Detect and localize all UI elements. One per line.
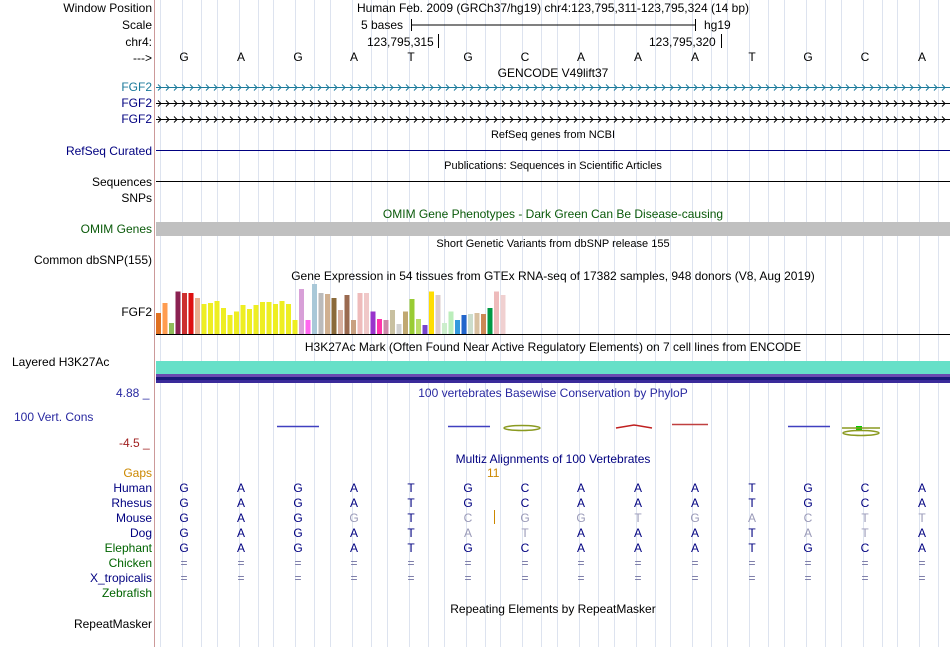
label-divider (154, 0, 155, 647)
gtex-tissue-bar[interactable] (442, 323, 447, 334)
alignment-base: = (691, 556, 699, 570)
coord-tick-1-mark (438, 34, 439, 48)
alignment-base: C (803, 511, 813, 525)
alignment-base: = (861, 556, 869, 570)
alignment-base: = (521, 556, 529, 570)
alignment-base: T (407, 541, 415, 555)
gtex-tissue-bar[interactable] (488, 308, 493, 334)
base-letter: G (803, 50, 813, 64)
multiz-title[interactable]: Multiz Alignments of 100 Vertebrates (455, 452, 651, 466)
gtex-tissue-bar[interactable] (163, 303, 168, 334)
gtex-baseline (156, 334, 950, 335)
alignment-base: C (860, 541, 870, 555)
mouse-gap-marker (494, 510, 495, 524)
base-letter: A (633, 50, 642, 64)
alignment-base: G (576, 511, 586, 525)
gene-strand-2[interactable] (156, 101, 950, 107)
gtex-tissue-bar[interactable] (481, 314, 486, 334)
gene-strand-1[interactable] (156, 85, 950, 91)
alignment-base: A (747, 511, 756, 525)
gtex-tissue-bar[interactable] (202, 304, 207, 334)
alignment-base: G (293, 481, 303, 495)
alignment-base: A (349, 496, 358, 510)
gtex-tissue-bar[interactable] (455, 320, 460, 334)
gencode-gene-1-label[interactable]: FGF2 (121, 80, 152, 94)
gtex-tissue-bar[interactable] (462, 315, 467, 334)
alignment-base: = (237, 571, 245, 585)
alignment-base: = (180, 556, 188, 570)
omim-title[interactable]: OMIM Gene Phenotypes - Dark Green Can Be Disease-causing (382, 207, 724, 221)
cons-min-label: -4.5 _ (119, 436, 150, 450)
alignment-base: C (520, 496, 530, 510)
alignment-base: G (293, 511, 303, 525)
alignment-base: G (293, 541, 303, 555)
gtex-tissue-bar[interactable] (332, 298, 337, 334)
base-letter: A (690, 50, 699, 64)
alignment-base: A (349, 541, 358, 555)
gtex-tissue-bar[interactable] (403, 312, 408, 335)
alignment-base: = (180, 571, 188, 585)
alignment-base: T (748, 481, 756, 495)
alignment-base: T (634, 511, 642, 525)
alignment-base: = (691, 571, 699, 585)
alignment-base: A (633, 541, 642, 555)
gap-count: 11 (487, 466, 500, 480)
alignment-base: A (917, 526, 926, 540)
alignment-base: A (690, 496, 699, 510)
pubs-title[interactable]: Publications: Sequences in Scientific Articles (444, 160, 662, 172)
alignment-base: = (464, 571, 472, 585)
alignment-base: = (350, 556, 358, 570)
gencode-gene-lines[interactable] (156, 80, 950, 128)
alignment-base: T (748, 496, 756, 510)
alignment-base: G (179, 511, 189, 525)
dbsnp-title[interactable]: Short Genetic Variants from dbSNP release 155 (436, 238, 670, 250)
scale-text: 5 bases (361, 18, 404, 32)
gtex-tissue-bar[interactable] (182, 293, 187, 334)
refseq-curated-label[interactable]: RefSeq Curated (65, 144, 152, 158)
species-label-dog[interactable]: Dog (129, 526, 152, 540)
alignment-base: = (804, 556, 812, 570)
gtex-tissue-bar[interactable] (449, 312, 454, 335)
alignment-base: T (407, 496, 415, 510)
alignment-base: A (576, 541, 585, 555)
alignment-base: A (349, 526, 358, 540)
gtex-tissue-bar[interactable] (436, 295, 441, 334)
gtex-tissue-bar[interactable] (410, 299, 415, 334)
alignment-base: G (520, 511, 530, 525)
gtex-tissue-bar[interactable] (397, 324, 402, 334)
cons-title[interactable]: 100 vertebrates Basewise Conservation by PhyloP (418, 386, 688, 400)
alignment-base: = (350, 571, 358, 585)
alignment-base: A (917, 481, 926, 495)
refseq-title[interactable]: RefSeq genes from NCBI (490, 129, 616, 141)
h3k27ac-layer-3 (156, 380, 950, 383)
alignment-base: = (577, 556, 585, 570)
alignment-base: G (179, 526, 189, 540)
gtex-gene-label[interactable]: FGF2 (121, 305, 152, 319)
window-position-label: Window Position (63, 1, 152, 15)
alignment-base: = (918, 556, 926, 570)
alignment-base: A (633, 526, 642, 540)
gtex-title[interactable]: Gene Expression in 54 tissues from GTEx RNA-seq of 17382 samples, 948 donors (V8, Aug 2019) (291, 269, 815, 283)
gtex-tissue-bar[interactable] (416, 319, 421, 334)
alignment-base: A (690, 481, 699, 495)
h3k27ac-title[interactable]: H3K27Ac Mark (Often Found Near Active Regulatory Elements) on 7 cell lines from ENCODE (304, 340, 802, 354)
alignment-base: = (407, 556, 415, 570)
gtex-tissue-bar[interactable] (345, 295, 350, 334)
gtex-tissue-bar[interactable] (338, 310, 343, 334)
gtex-tissue-bar[interactable] (377, 319, 382, 334)
scale-bar (411, 18, 697, 32)
gtex-tissue-bar[interactable] (351, 320, 356, 334)
gencode-title[interactable]: GENCODE V49lift37 (497, 66, 609, 80)
alignment-base: A (236, 481, 245, 495)
gtex-tissue-bar[interactable] (293, 320, 298, 334)
alignment-base: = (577, 571, 585, 585)
gtex-tissue-bar[interactable] (169, 323, 174, 334)
alignment-base: A (349, 481, 358, 495)
base-letter: A (236, 50, 245, 64)
alignment-base: T (861, 526, 869, 540)
gencode-gene-3-label[interactable]: FGF2 (121, 112, 152, 126)
gtex-tissue-bar[interactable] (247, 309, 252, 334)
gtex-expression-chart[interactable] (156, 284, 536, 334)
alignment-base: G (349, 511, 359, 525)
alignment-base: A (803, 526, 812, 540)
cons-track-label[interactable]: 100 Vert. Cons (14, 410, 94, 424)
alignment-base: = (294, 571, 302, 585)
coord-tick-1: 123,795,315 (367, 35, 434, 49)
gene-strand-3[interactable] (156, 117, 950, 123)
base-letter: G (463, 50, 473, 64)
gtex-tissue-bar[interactable] (319, 293, 324, 334)
gtex-tissue-bar[interactable] (280, 301, 285, 334)
base-letter: C (520, 50, 530, 64)
gtex-tissue-bar[interactable] (273, 304, 278, 334)
alignment-base: A (236, 526, 245, 540)
coord-tick-2-mark (721, 34, 722, 48)
db-label: hg19 (704, 18, 731, 32)
alignment-base: A (633, 481, 642, 495)
alignment-base: G (463, 481, 473, 495)
species-label-mouse[interactable]: Mouse (115, 511, 152, 525)
gtex-tissue-bar[interactable] (254, 305, 259, 334)
alignment-base: G (293, 526, 303, 540)
alignment-base: T (918, 511, 926, 525)
alignment-base: C (520, 541, 530, 555)
alignment-base: A (576, 496, 585, 510)
refseq-gene-line[interactable] (156, 150, 950, 151)
alignment-base: C (463, 511, 473, 525)
gtex-tissue-bar[interactable] (286, 304, 291, 334)
base-letter: A (917, 50, 926, 64)
gtex-tissue-bar[interactable] (260, 302, 265, 334)
sequences-label[interactable]: Sequences (91, 175, 152, 189)
sequences-line[interactable] (156, 181, 950, 182)
gtex-tissue-bar[interactable] (358, 293, 363, 334)
alignment-base: = (804, 571, 812, 585)
gtex-tissue-bar[interactable] (228, 315, 233, 334)
alignment-base: G (463, 541, 473, 555)
gtex-tissue-bar[interactable] (267, 302, 272, 334)
gtex-tissue-bar[interactable] (189, 293, 194, 334)
alignment-base: T (407, 481, 415, 495)
alignment-base: G (293, 496, 303, 510)
species-label-elephant[interactable]: Elephant (104, 541, 152, 555)
alignment-base: G (803, 481, 813, 495)
gtex-tissue-bar[interactable] (221, 308, 226, 334)
alignment-base: = (748, 571, 756, 585)
gtex-tissue-bar[interactable] (390, 310, 395, 334)
strand-arrow-label: ---> (133, 51, 152, 65)
base-letter: A (576, 50, 585, 64)
h3k27ac-band[interactable] (156, 361, 950, 374)
alignment-base: = (294, 556, 302, 570)
coord-tick-2: 123,795,320 (649, 35, 716, 49)
gtex-tissue-bar[interactable] (475, 313, 480, 334)
species-label-chicken[interactable]: Chicken (108, 556, 152, 570)
alignment-base: T (861, 511, 869, 525)
common-dbsnp-label[interactable]: Common dbSNP(155) (33, 253, 152, 267)
gtex-tissue-bar[interactable] (234, 312, 239, 335)
gtex-tissue-bar[interactable] (371, 312, 376, 335)
alignment-base: A (463, 526, 472, 540)
gtex-tissue-bar[interactable] (468, 314, 473, 334)
alignment-base: T (407, 511, 415, 525)
alignment-base: G (803, 496, 813, 510)
alignment-base: A (236, 511, 245, 525)
alignment-base: C (520, 481, 530, 495)
gtex-tissue-bar[interactable] (156, 313, 161, 334)
gtex-tissue-bar[interactable] (208, 303, 213, 334)
repeatmasker-title[interactable]: Repeating Elements by RepeatMasker (450, 602, 656, 616)
gtex-tissue-bar[interactable] (241, 305, 246, 334)
gtex-tissue-bar[interactable] (299, 289, 304, 334)
alignment-base: T (748, 541, 756, 555)
species-label-zebrafish[interactable]: Zebrafish (101, 586, 152, 600)
alignment-base: = (237, 556, 245, 570)
alignment-base: G (179, 496, 189, 510)
alignment-base: A (917, 541, 926, 555)
alignment-base: = (407, 571, 415, 585)
alignment-base: T (748, 526, 756, 540)
species-label-human[interactable]: Human (113, 481, 152, 495)
species-label-rhesus[interactable]: Rhesus (111, 496, 152, 510)
gtex-tissue-bar[interactable] (325, 294, 330, 334)
alignment-base: A (236, 541, 245, 555)
gencode-gene-2-label[interactable]: FGF2 (121, 96, 152, 110)
alignment-base: G (179, 541, 189, 555)
alignment-base: = (861, 571, 869, 585)
alignment-base: T (407, 526, 415, 540)
species-label-x_tropicalis[interactable]: X_tropicalis (89, 571, 152, 585)
alignment-base: = (521, 571, 529, 585)
alignment-base: A (690, 526, 699, 540)
alignment-base: = (634, 571, 642, 585)
gtex-tissue-bar[interactable] (429, 292, 434, 335)
alignment-base: G (463, 496, 473, 510)
gtex-tissue-bar[interactable] (312, 284, 317, 334)
base-letter: C (860, 50, 870, 64)
snps-label[interactable]: SNPs (121, 191, 152, 205)
gaps-label[interactable]: Gaps (123, 466, 152, 480)
base-letter: G (293, 50, 303, 64)
alignment-base: A (236, 496, 245, 510)
scale-label: Scale (121, 18, 152, 32)
chrom-label: chr4: (125, 35, 152, 49)
alignment-base: C (860, 481, 870, 495)
gtex-tissue-bar[interactable] (494, 292, 499, 335)
h3k27ac-label[interactable]: Layered H3K27Ac (12, 355, 110, 369)
cons-max-label: 4.88 _ (116, 386, 150, 400)
base-letter: A (349, 50, 358, 64)
gtex-tissue-bar[interactable] (215, 301, 220, 334)
gtex-tissue-bar[interactable] (501, 295, 506, 334)
alignment-base: A (633, 496, 642, 510)
alignment-base: A (576, 526, 585, 540)
assembly-position[interactable]: Human Feb. 2009 (GRCh37/hg19) chr4:123,795,311-123,795,324 (14 bp) (356, 1, 750, 15)
alignment-base: A (576, 481, 585, 495)
alignment-base: = (464, 556, 472, 570)
alignment-base: T (521, 526, 529, 540)
alignment-base: G (179, 481, 189, 495)
gtex-tissue-bar[interactable] (364, 293, 369, 334)
omim-genes-label[interactable]: OMIM Genes (80, 222, 152, 236)
repeatmasker-label[interactable]: RepeatMasker (73, 617, 152, 631)
alignment-base: = (748, 556, 756, 570)
gtex-tissue-bar[interactable] (195, 298, 200, 334)
alignment-base: A (690, 541, 699, 555)
alignment-base: = (634, 556, 642, 570)
gtex-tissue-bar[interactable] (384, 320, 389, 334)
gtex-tissue-bar[interactable] (306, 320, 311, 334)
cons-wiggle[interactable] (156, 418, 950, 440)
gtex-tissue-bar[interactable] (176, 292, 181, 335)
alignment-base: A (917, 496, 926, 510)
base-letter: T (407, 50, 415, 64)
omim-feature-bar[interactable] (156, 222, 950, 236)
gtex-tissue-bar[interactable] (423, 325, 428, 334)
alignment-base: = (918, 571, 926, 585)
alignment-base: G (803, 541, 813, 555)
base-letter: T (748, 50, 756, 64)
alignment-base: C (860, 496, 870, 510)
alignment-base: G (690, 511, 700, 525)
base-letter: G (179, 50, 189, 64)
